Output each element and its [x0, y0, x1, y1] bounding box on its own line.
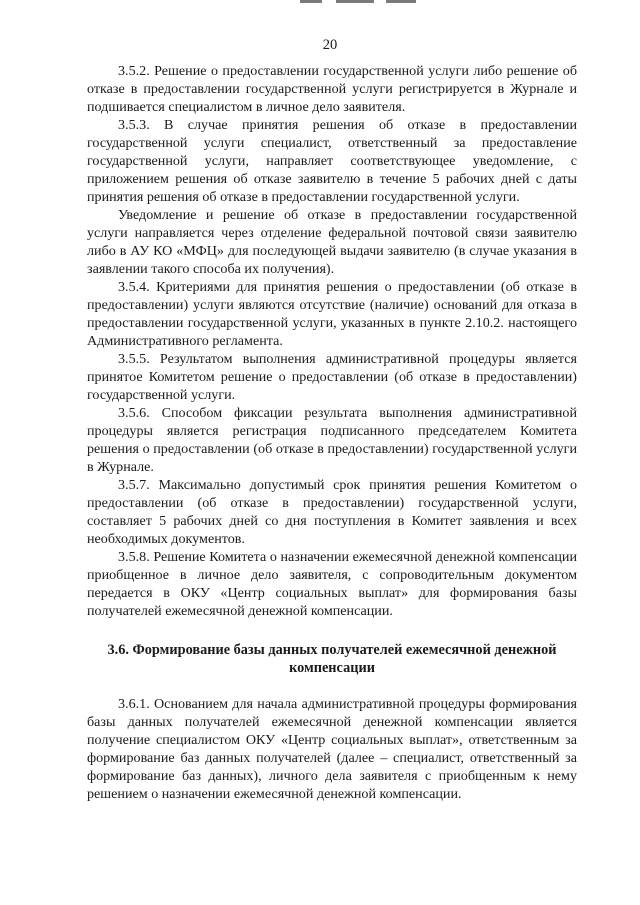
paragraph-3-5-5: 3.5.5. Результатом выполнения административной процедуры является принятое Комитетом решение о предоставлении (об отказе в предоставлении) государственной услуги. — [87, 351, 577, 403]
paragraph-3-5-6: 3.5.6. Способом фиксации результата выполнения административной процедуры является регистрация подписанного председателем Комитета решения о предоставлении (об отказе в предоставлении) государственной услуги в Журнале. — [87, 405, 577, 475]
paragraph-notification: Уведомление и решение об отказе в предоставлении государственной услуги направляется через отделение федеральной почтовой связи заявителю либо в АУ КО «МФЦ» для последующей выдачи заявителю (в случае указания в заявлении такого способа их получения). — [87, 207, 577, 277]
paragraph-3-5-8: 3.5.8. Решение Комитета о назначении ежемесячной денежной компенсации приобщенное в личное дело заявителя, с сопроводительным документом передается в ОКУ «Центр социальных выплат» для формирования базы получателей ежемесячной денежной компенсации. — [87, 549, 577, 619]
section-heading-3-6: 3.6. Формирование базы данных получателей ежемесячной денежной компенсации — [107, 642, 557, 676]
paragraph-3-5-3: 3.5.3. В случае принятия решения об отказе в предоставлении государственной услуги специалист, ответственный за предоставление государственной услуги, направляет соответствующее уведомление, с приложением решения об отказе заявителю в течение 5 рабочих дней с даты принятия решения об отказе в предоставлении государственной услуги. — [87, 117, 577, 205]
paragraph-3-5-4: 3.5.4. Критериями для принятия решения о предоставлении (об отказе в предоставлении) услуги являются отсутствие (наличие) оснований для отказа в предоставлении государственной услуги, указанных в пункте 2.10.2. настоящего Административного регламента. — [87, 279, 577, 349]
scan-edge-marks — [300, 0, 420, 4]
page-number: 20 — [322, 37, 338, 53]
paragraph-3-5-2: 3.5.2. Решение о предоставлении государственной услуги либо решение об отказе в предоставлении государственной услуги регистрируется в Журнале и подшивается специалистом в личное дело заявителя. — [87, 63, 577, 115]
paragraph-3-5-7: 3.5.7. Максимально допустимый срок принятия решения Комитетом о предоставлении (об отказе в предоставлении) государственной услуги, составляет 5 рабочих дней со дня поступления в Комитет заявления и всех необходимых документов. — [87, 477, 577, 547]
document-body — [87, 62, 577, 803]
paragraph-3-6-1: 3.6.1. Основанием для начала административной процедуры формирования базы данных получателей ежемесячной денежной компенсации является получение специалистом ОКУ «Центр социальных выплат», ответственным за формирование баз данных получателей (далее – специалист, ответственный за формирование баз данных), личного дела заявителя с приобщенным к нему решением о назначении ежемесячной денежной компенсации. — [87, 696, 577, 802]
